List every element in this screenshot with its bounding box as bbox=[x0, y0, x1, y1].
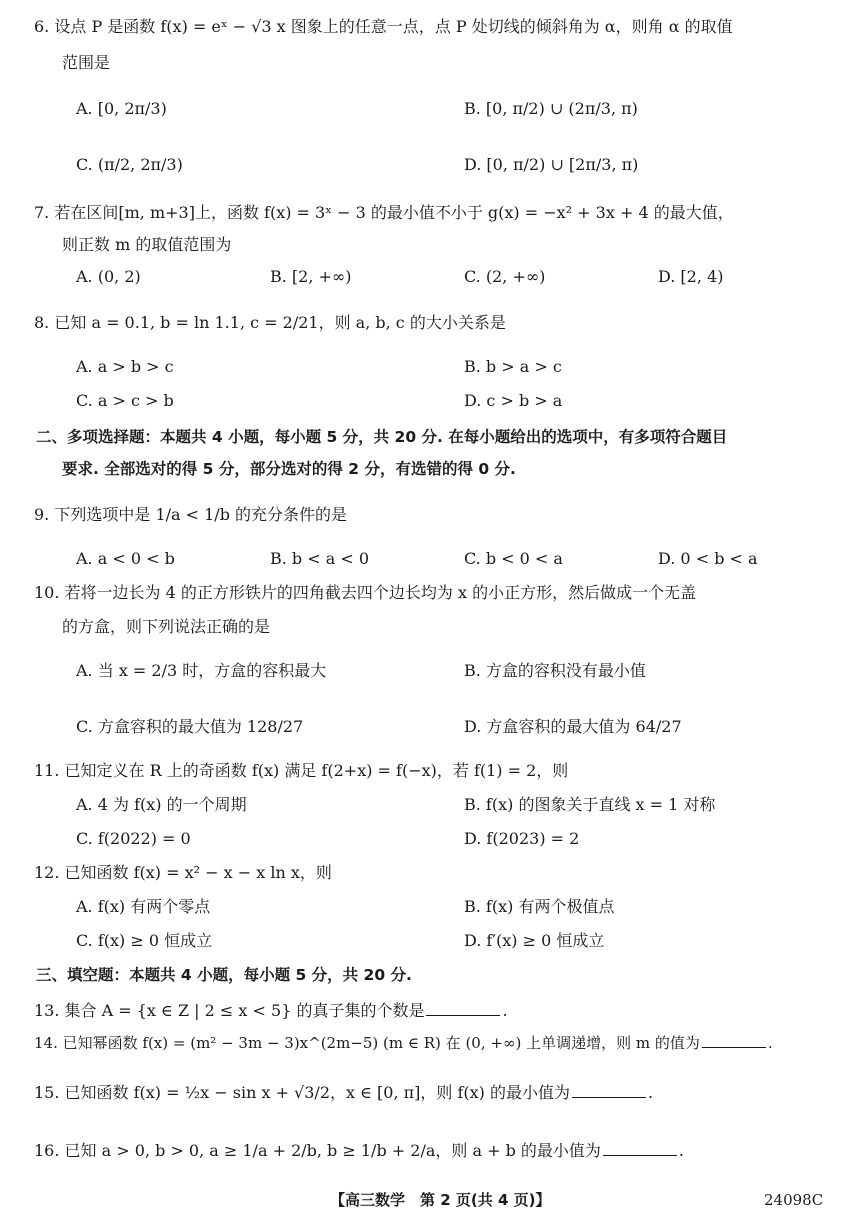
question-15 bbox=[34, 1076, 830, 1110]
question-8-option-c: C. a > c > b bbox=[76, 391, 174, 410]
footer-exam-code: 24098C bbox=[764, 1191, 824, 1209]
question-12-option-b: B. f(x) 有两个极值点 bbox=[464, 897, 615, 916]
question-8-option-d: D. c > b > a bbox=[464, 391, 563, 410]
question-13-end: . bbox=[502, 1001, 508, 1020]
question-16 bbox=[34, 1134, 830, 1168]
question-7-option-d: D. [2, 4) bbox=[658, 267, 724, 286]
question-7-stem-cont: 则正数 m 的取值范围为 bbox=[62, 235, 232, 254]
question-12-option-d: D. f′(x) ≥ 0 恒成立 bbox=[464, 931, 605, 950]
question-14-end: . bbox=[767, 1034, 773, 1052]
question-7-stem: 7. 若在区间[m, m+3]上，函数 f(x) = 3ˣ − 3 的最小值不小于 g(x) = −x² + 3x + 4 的最大值， bbox=[34, 203, 734, 222]
question-8-option-a: A. a > b > c bbox=[76, 357, 174, 376]
answer-blank bbox=[572, 1081, 646, 1098]
question-14 bbox=[34, 1026, 830, 1060]
question-8-option-b: B. b > a > c bbox=[464, 357, 562, 376]
question-16-end: . bbox=[678, 1141, 684, 1160]
question-9-option-d: D. 0 < b < a bbox=[658, 549, 758, 568]
question-6-option-d: D. [0, π/2) ∪ [2π/3, π) bbox=[464, 155, 639, 174]
question-11-stem: 11. 已知定义在 R 上的奇函数 f(x) 满足 f(2+x) = f(−x)，若 f(1) = 2，则 bbox=[34, 761, 569, 780]
question-15-end: . bbox=[648, 1083, 654, 1102]
question-12-stem: 12. 已知函数 f(x) = x² − x − x ln x，则 bbox=[34, 863, 332, 882]
question-6-stem-cont: 范围是 bbox=[62, 53, 111, 72]
question-11-option-a: A. 4 为 f(x) 的一个周期 bbox=[76, 795, 247, 814]
question-10-option-b: B. 方盒的容积没有最小值 bbox=[464, 661, 646, 680]
question-6-option-a: A. [0, 2π/3) bbox=[76, 99, 167, 118]
question-12-option-a: A. f(x) 有两个零点 bbox=[76, 897, 211, 916]
answer-blank bbox=[426, 999, 500, 1016]
question-10-option-d: D. 方盒容积的最大值为 64/27 bbox=[464, 717, 682, 736]
question-6-option-c: C. (π/2, 2π/3) bbox=[76, 155, 183, 174]
question-9-option-c: C. b < 0 < a bbox=[464, 549, 563, 568]
question-6-stem: 6. 设点 P 是函数 f(x) = eˣ − √3 x 图象上的任意一点，点 P 处切线的倾斜角为 α，则角 α 的取值 bbox=[34, 17, 733, 36]
section-3-heading: 三、填空题：本题共 4 小题，每小题 5 分，共 20 分. bbox=[36, 966, 412, 984]
section-2-heading-cont: 要求. 全部选对的得 5 分，部分选对的得 2 分，有选错的得 0 分. bbox=[62, 460, 516, 478]
question-15-stem: 15. 已知函数 f(x) = ½x − sin x + √3/2，x ∈ [0, π]，则 f(x) 的最小值为 bbox=[34, 1083, 570, 1102]
question-16-stem: 16. 已知 a > 0, b > 0, a ≥ 1/a + 2/b, b ≥ 1/b + 2/a，则 a + b 的最小值为 bbox=[34, 1141, 601, 1160]
question-9-option-a: A. a < 0 < b bbox=[76, 549, 175, 568]
question-13-stem: 13. 集合 A = {x ∈ Z | 2 ≤ x < 5} 的真子集的个数是 bbox=[34, 1001, 425, 1020]
section-2-heading: 二、多项选择题：本题共 4 小题，每小题 5 分，共 20 分. 在每小题给出的选项中，有多项符合题目 bbox=[36, 428, 728, 446]
footer-page-label: 【高三数学 第 2 页(共 4 页)】 bbox=[330, 1191, 551, 1209]
question-12-option-c: C. f(x) ≥ 0 恒成立 bbox=[76, 931, 213, 950]
answer-blank bbox=[702, 1031, 766, 1048]
answer-blank bbox=[603, 1139, 677, 1156]
question-10-stem-cont: 的方盒，则下列说法正确的是 bbox=[62, 617, 271, 636]
question-10-stem: 10. 若将一边长为 4 的正方形铁片的四角截去四个边长均为 x 的小正方形，然后做成一个无盖 bbox=[34, 583, 697, 602]
question-6-option-b: B. [0, π/2) ∪ (2π/3, π) bbox=[464, 99, 638, 118]
question-7-option-b: B. [2, +∞) bbox=[270, 267, 352, 286]
question-10-option-c: C. 方盒容积的最大值为 128/27 bbox=[76, 717, 304, 736]
question-14-stem: 14. 已知幂函数 f(x) = (m² − 3m − 3)x^(2m−5) (m ∈ R) 在 (0, +∞) 上单调递增，则 m 的值为 bbox=[34, 1034, 700, 1052]
question-13 bbox=[34, 994, 830, 1028]
question-10-option-a: A. 当 x = 2/3 时，方盒的容积最大 bbox=[76, 661, 327, 680]
question-11-option-b: B. f(x) 的图象关于直线 x = 1 对称 bbox=[464, 795, 716, 814]
question-11-option-c: C. f(2022) = 0 bbox=[76, 829, 191, 848]
question-8-stem: 8. 已知 a = 0.1, b = ln 1.1, c = 2/21，则 a, b, c 的大小关系是 bbox=[34, 313, 506, 332]
question-7-option-c: C. (2, +∞) bbox=[464, 267, 546, 286]
question-7-option-a: A. (0, 2) bbox=[76, 267, 141, 286]
question-11-option-d: D. f(2023) = 2 bbox=[464, 829, 580, 848]
question-9-stem: 9. 下列选项中是 1/a < 1/b 的充分条件的是 bbox=[34, 505, 348, 524]
question-9-option-b: B. b < a < 0 bbox=[270, 549, 370, 568]
